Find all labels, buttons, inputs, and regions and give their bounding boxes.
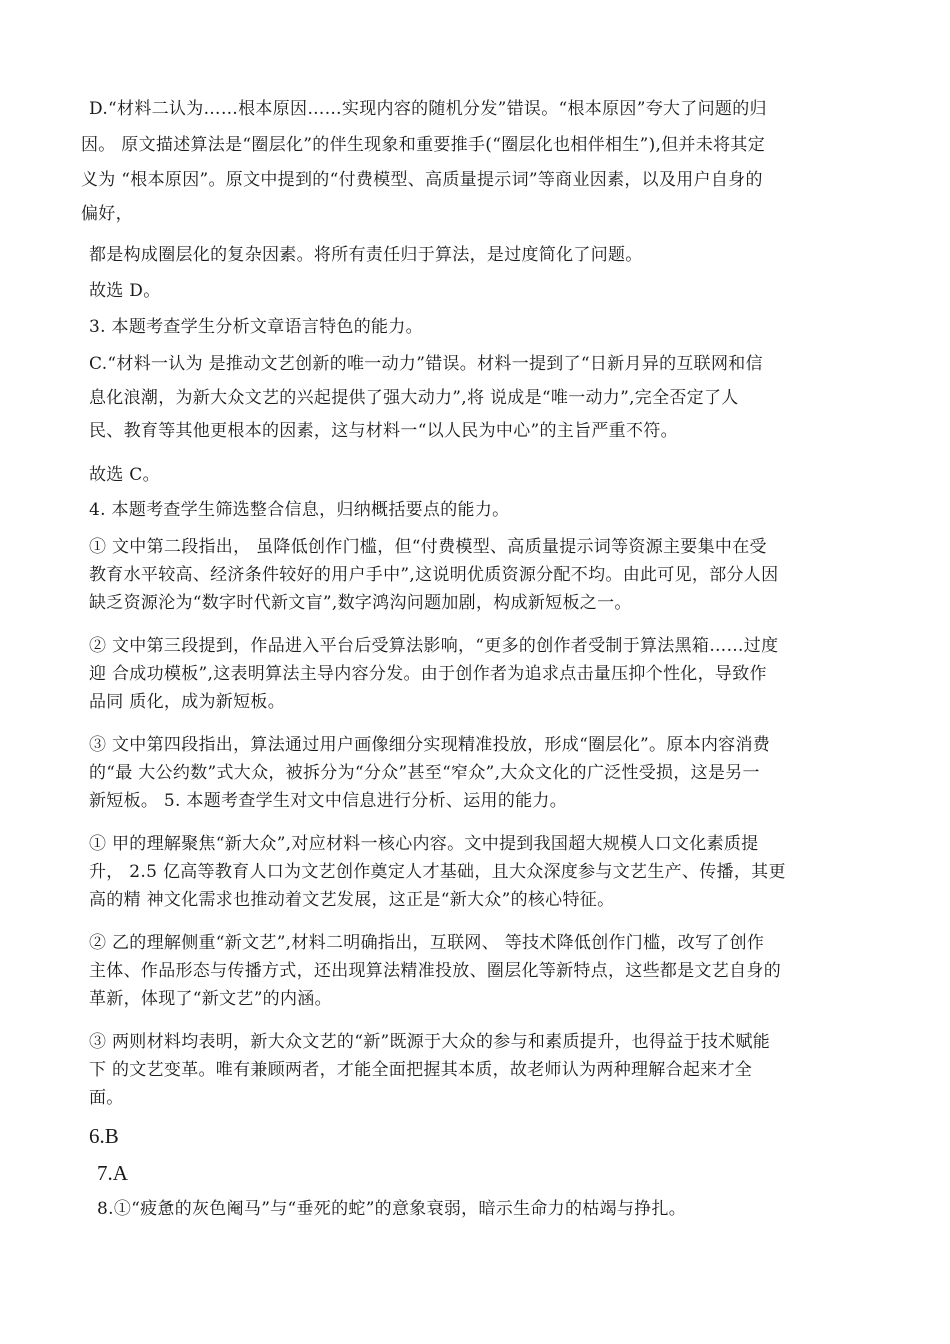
text-line: ① 甲的理解聚焦“新大众”,对应材料一核心内容。文中提到我国超大规模人口文化素质提 bbox=[89, 834, 759, 854]
question-heading: 3. 本题考查学生分析文章语言特色的能力。 bbox=[89, 317, 423, 337]
text-line: ② 文中第三段提到，作品进入平台后受算法影响，“更多的创作者受制于算法黑箱……过度 bbox=[89, 636, 779, 656]
text-line: 都是构成圈层化的复杂因素。将所有责任归于算法，是过度简化了问题。 bbox=[89, 245, 643, 265]
text-line: 8.①“疲惫的灰色阉马”与“垂死的蛇”的意象衰弱，暗示生命力的枯竭与挣扎。 bbox=[97, 1199, 687, 1219]
text-line: ② 乙的理解侧重“新文艺”,材料二明确指出，互联网、 等技术降低创作门槛，改写了创作 bbox=[89, 933, 765, 953]
text-line: 下 的文艺变革。唯有兼顾两者，才能全面把握其本质，故老师认为两种理解合起来才全 bbox=[89, 1060, 753, 1080]
answer-7: 7.A bbox=[97, 1161, 128, 1185]
text-line: 革新，体现了“新文艺”的内涵。 bbox=[89, 989, 332, 1009]
text-line: 缺乏资源沦为“数字时代新文盲”,数字鸿沟问题加剧，构成新短板之一。 bbox=[89, 593, 632, 613]
text-line: 面。 bbox=[89, 1088, 124, 1108]
text-line: 义为 “根本原因”。原文中提到的“付费模型、高质量提示词”等商业因素，以及用户自身的 bbox=[81, 170, 763, 190]
text-line: 升， 2.5 亿高等教育人口为文艺创作奠定人才基础，且大众深度参与文艺生产、传播，其更 bbox=[89, 862, 786, 882]
text-line: ③ 文中第四段指出，算法通过用户画像细分实现精准投放，形成“圈层化”。原本内容消费 bbox=[89, 735, 771, 755]
text-line: 品同 质化，成为新短板。 bbox=[89, 692, 286, 712]
text-line: 新短板。 5. 本题考查学生对文中信息进行分析、运用的能力。 bbox=[89, 791, 568, 811]
text-line: D.“材料二认为……根本原因……实现内容的随机分发”错误。“根本原因”夸大了问题的归 bbox=[89, 99, 767, 119]
answer-6: 6.B bbox=[89, 1124, 119, 1148]
text-line: 教育水平较高、经济条件较好的用户手中”,这说明优质资源分配不均。由此可见，部分人因 bbox=[89, 565, 779, 585]
text-line: 高的精 神文化需求也推动着文艺发展，这正是“新大众”的核心特征。 bbox=[89, 890, 615, 910]
text-line: ① 文中第二段指出， 虽降低创作门槛，但“付费模型、高质量提示词等资源主要集中在受 bbox=[89, 537, 767, 557]
text-line: 偏好， bbox=[81, 204, 133, 224]
answer-choice: 故选 C。 bbox=[89, 465, 160, 485]
text-line: 息化浪潮，为新大众文艺的兴起提供了强大动力”,将 说成是“唯一动力”,完全否定了人 bbox=[89, 388, 739, 408]
question-heading: 4. 本题考查学生筛选整合信息，归纳概括要点的能力。 bbox=[89, 500, 510, 520]
text-line: 主体、作品形态与传播方式，还出现算法精准投放、圈层化等新特点，这些都是文艺自身的 bbox=[89, 961, 781, 981]
text-line: ③ 两则材料均表明，新大众文艺的“新”既源于大众的参与和素质提升，也得益于技术赋能 bbox=[89, 1032, 771, 1052]
text-line: 的“最 大公约数”式大众，被拆分为“分众”甚至“窄众”,大众文化的广泛性受损，这是另一 bbox=[89, 763, 760, 783]
text-line: 民、教育等其他更根本的因素，这与材料一“以人民为中心”的主旨严重不符。 bbox=[89, 421, 678, 441]
text-line: 迎 合成功模板”,这表明算法主导内容分发。由于创作者为追求点击量压抑个性化，导致作 bbox=[89, 664, 767, 684]
text-line: 因。 原文描述算法是“圈层化”的伴生现象和重要推手(“圈层化也相伴相生”),但并未将其定 bbox=[81, 135, 766, 155]
answer-choice: 故选 D。 bbox=[89, 281, 161, 301]
text-line: C.“材料一认为 是推动文艺创新的唯一动力”错误。材料一提到了“日新月异的互联网和信 bbox=[89, 354, 763, 374]
